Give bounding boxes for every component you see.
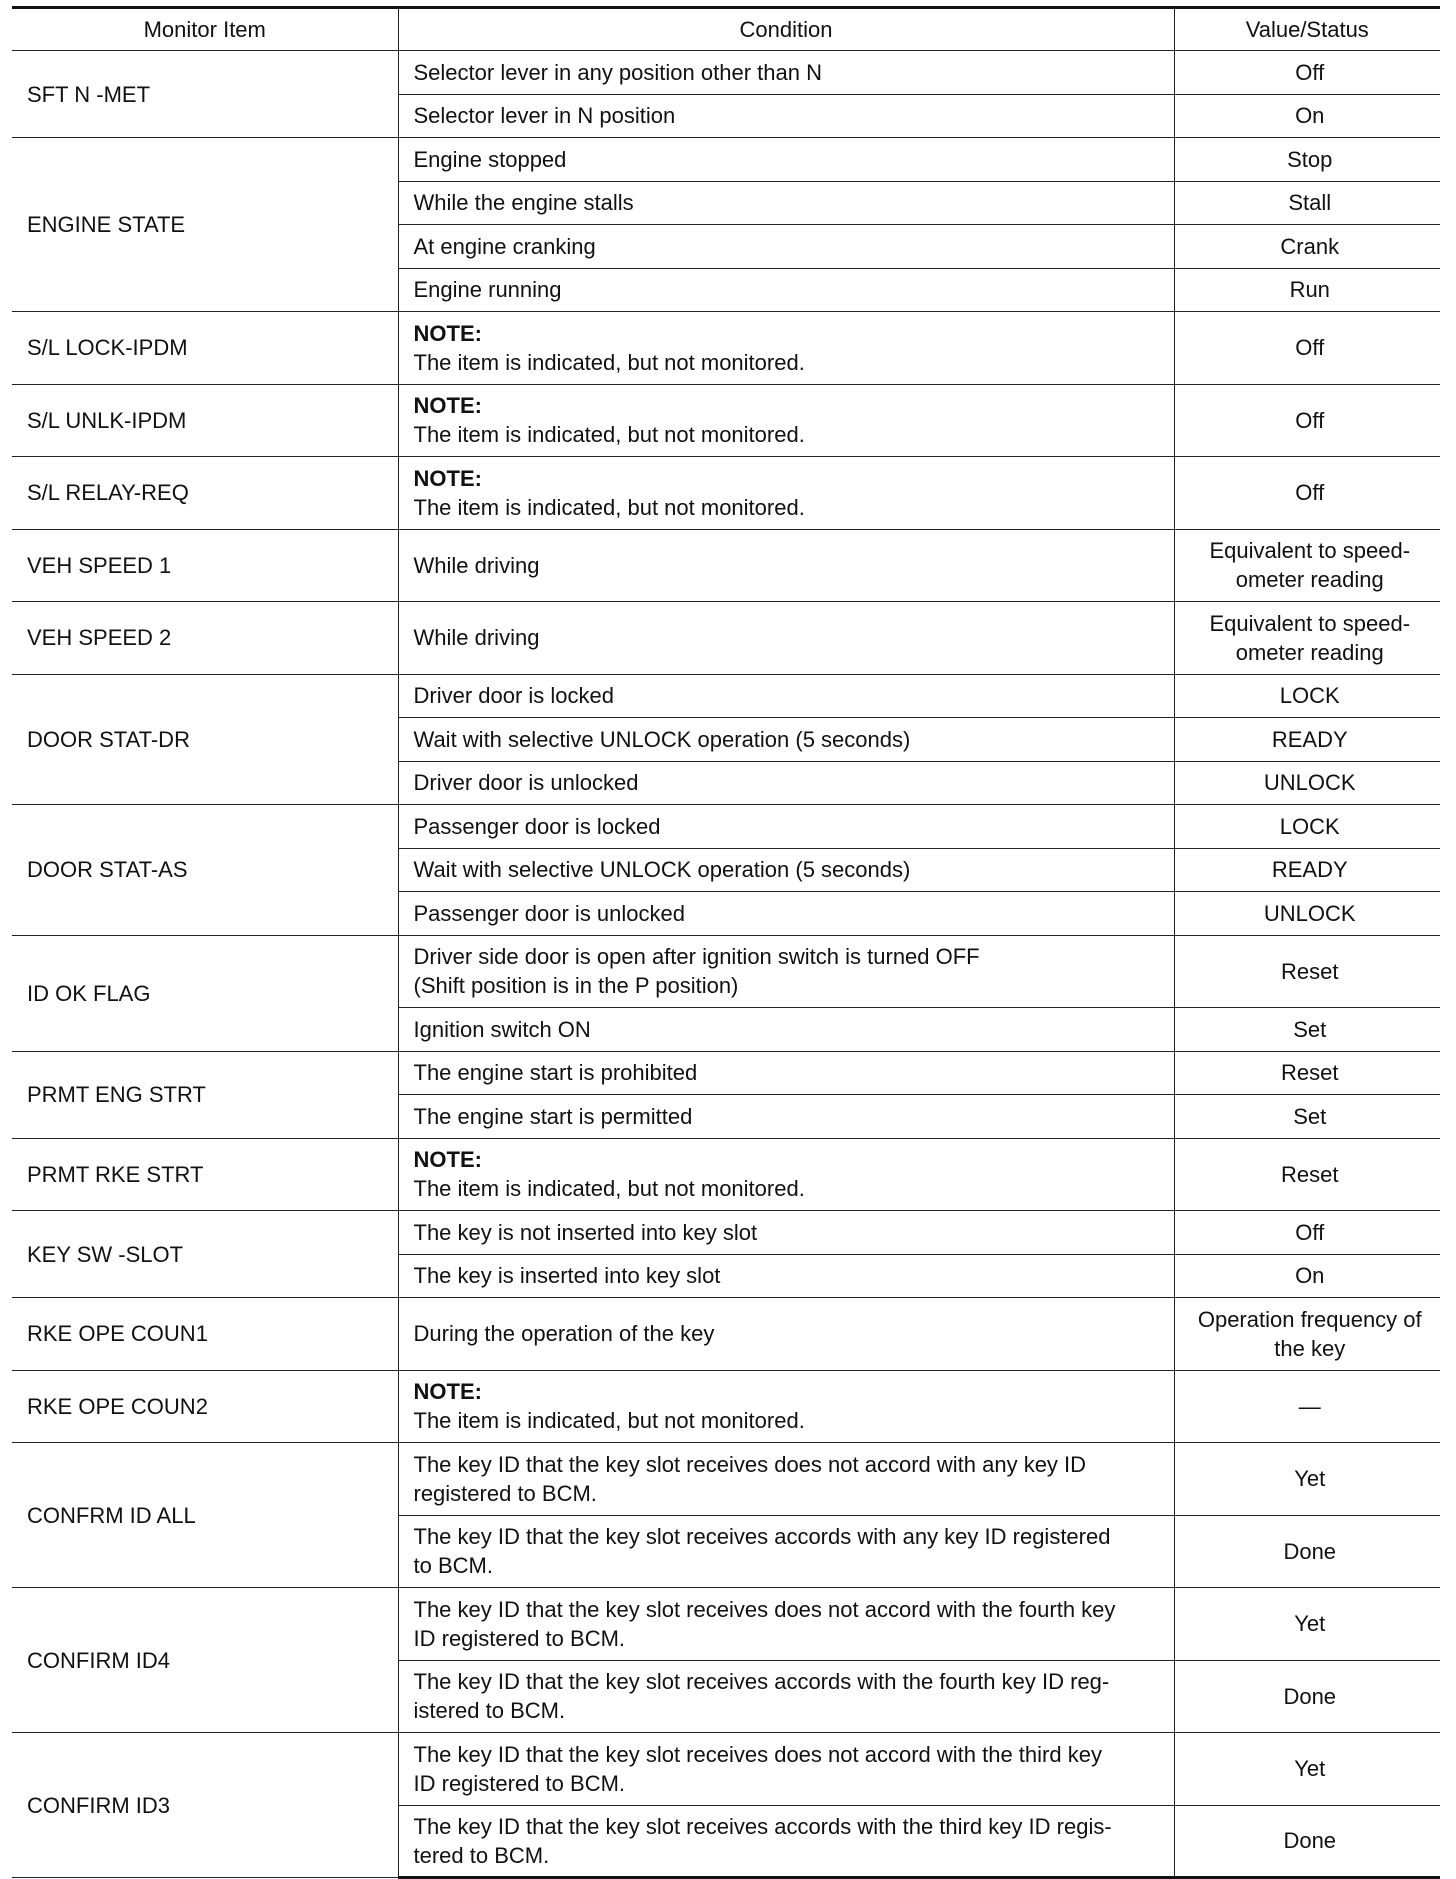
condition-cell: Passenger door is unlocked bbox=[398, 892, 1174, 936]
condition-cell: Engine running bbox=[398, 268, 1174, 312]
monitor-item-cell: DOOR STAT-DR bbox=[12, 674, 398, 805]
condition-cell: While driving bbox=[398, 602, 1174, 675]
condition-cell: Ignition switch ON bbox=[398, 1008, 1174, 1052]
table-row bbox=[12, 1733, 1440, 1806]
condition-cell bbox=[398, 457, 1174, 530]
table-header bbox=[12, 8, 1440, 51]
monitor-item-cell: DOOR STAT-AS bbox=[12, 805, 398, 936]
monitor-item-cell: VEH SPEED 1 bbox=[12, 529, 398, 602]
table-row bbox=[12, 1443, 1440, 1516]
note-label: NOTE: bbox=[413, 320, 482, 346]
note-label: NOTE: bbox=[413, 1379, 482, 1405]
condition-cell: The key is inserted into key slot bbox=[398, 1254, 1174, 1298]
table-row bbox=[12, 51, 1440, 95]
note-label: NOTE: bbox=[413, 1147, 482, 1173]
condition-cell: Selector lever in any position other than N bbox=[398, 51, 1174, 95]
value-status-cell: Off bbox=[1174, 51, 1440, 95]
condition-cell: Driver door is unlocked bbox=[398, 761, 1174, 805]
monitor-item-cell: VEH SPEED 2 bbox=[12, 602, 398, 675]
note-label: NOTE: bbox=[413, 393, 482, 419]
header-monitor-item: Monitor Item bbox=[12, 8, 398, 51]
value-status-cell: Off bbox=[1174, 312, 1440, 385]
condition-cell bbox=[398, 312, 1174, 385]
table-row bbox=[12, 805, 1440, 849]
value-status-cell: Reset bbox=[1174, 1138, 1440, 1211]
condition-cell: At engine cranking bbox=[398, 225, 1174, 269]
condition-cell: Passenger door is locked bbox=[398, 805, 1174, 849]
condition-cell: The key ID that the key slot receives does not accord with the third key ID registered to BCM. bbox=[398, 1733, 1174, 1806]
table-body bbox=[12, 51, 1440, 1878]
note-text: The item is indicated, but not monitored. bbox=[413, 1408, 805, 1434]
monitor-item-cell: S/L RELAY-REQ bbox=[12, 457, 398, 530]
table-row bbox=[12, 935, 1440, 1008]
condition-cell: While driving bbox=[398, 529, 1174, 602]
value-status-cell: Run bbox=[1174, 268, 1440, 312]
value-status-cell: On bbox=[1174, 1254, 1440, 1298]
value-status-cell: READY bbox=[1174, 718, 1440, 762]
condition-cell: The key ID that the key slot receives accords with the third key ID regis- tered to BCM. bbox=[398, 1805, 1174, 1878]
monitor-item-cell: KEY SW -SLOT bbox=[12, 1211, 398, 1298]
note-text: The item is indicated, but not monitored. bbox=[413, 349, 805, 375]
monitor-item-cell: PRMT RKE STRT bbox=[12, 1138, 398, 1211]
condition-cell: The engine start is prohibited bbox=[398, 1051, 1174, 1095]
condition-cell: The key ID that the key slot receives accords with any key ID registered to BCM. bbox=[398, 1515, 1174, 1588]
value-status-cell: Off bbox=[1174, 1211, 1440, 1255]
note-label: NOTE: bbox=[413, 465, 482, 491]
table-row bbox=[12, 1370, 1440, 1443]
monitor-item-cell: ID OK FLAG bbox=[12, 935, 398, 1051]
value-status-cell: Done bbox=[1174, 1805, 1440, 1878]
header-row bbox=[12, 8, 1440, 51]
condition-cell: The key is not inserted into key slot bbox=[398, 1211, 1174, 1255]
condition-cell: Wait with selective UNLOCK operation (5 seconds) bbox=[398, 848, 1174, 892]
table-row bbox=[12, 602, 1440, 675]
condition-cell: Engine stopped bbox=[398, 138, 1174, 182]
note-text: The item is indicated, but not monitored. bbox=[413, 422, 805, 448]
value-status-cell: Off bbox=[1174, 457, 1440, 530]
value-status-cell: Stop bbox=[1174, 138, 1440, 182]
table-row bbox=[12, 312, 1440, 385]
table-row bbox=[12, 1298, 1440, 1371]
table-row bbox=[12, 1211, 1440, 1255]
condition-cell: Driver door is locked bbox=[398, 674, 1174, 718]
value-status-cell: Done bbox=[1174, 1660, 1440, 1733]
monitor-item-table bbox=[12, 6, 1440, 1879]
table-row bbox=[12, 1138, 1440, 1211]
value-status-cell: Off bbox=[1174, 384, 1440, 457]
value-status-cell: Reset bbox=[1174, 1051, 1440, 1095]
condition-cell: Selector lever in N position bbox=[398, 94, 1174, 138]
value-status-cell: On bbox=[1174, 94, 1440, 138]
table-row bbox=[12, 529, 1440, 602]
note-text: The item is indicated, but not monitored. bbox=[413, 494, 805, 520]
value-status-cell: Set bbox=[1174, 1095, 1440, 1139]
monitor-item-cell: S/L UNLK-IPDM bbox=[12, 384, 398, 457]
monitor-item-cell: CONFIRM ID3 bbox=[12, 1733, 398, 1878]
table-row bbox=[12, 674, 1440, 718]
table-row bbox=[12, 1051, 1440, 1095]
value-status-cell: Done bbox=[1174, 1515, 1440, 1588]
condition-cell: While the engine stalls bbox=[398, 181, 1174, 225]
note-text: The item is indicated, but not monitored. bbox=[413, 1176, 805, 1202]
table-row bbox=[12, 457, 1440, 530]
value-status-cell: Yet bbox=[1174, 1733, 1440, 1806]
monitor-item-cell: PRMT ENG STRT bbox=[12, 1051, 398, 1138]
condition-cell: The key ID that the key slot receives does not accord with any key ID registered to BCM. bbox=[398, 1443, 1174, 1516]
condition-cell: The key ID that the key slot receives accords with the fourth key ID reg- istered to BCM. bbox=[398, 1660, 1174, 1733]
value-status-cell: LOCK bbox=[1174, 805, 1440, 849]
table-row bbox=[12, 138, 1440, 182]
header-value-status: Value/Status bbox=[1174, 8, 1440, 51]
value-status-cell: Equivalent to speed- ometer reading bbox=[1174, 529, 1440, 602]
condition-cell: The engine start is permitted bbox=[398, 1095, 1174, 1139]
table-row bbox=[12, 1588, 1440, 1661]
value-status-cell: Reset bbox=[1174, 935, 1440, 1008]
monitor-item-cell: SFT N -MET bbox=[12, 51, 398, 138]
value-status-cell: — bbox=[1174, 1370, 1440, 1443]
value-status-cell: Crank bbox=[1174, 225, 1440, 269]
condition-cell bbox=[398, 1370, 1174, 1443]
value-status-cell: UNLOCK bbox=[1174, 761, 1440, 805]
value-status-cell: Yet bbox=[1174, 1443, 1440, 1516]
condition-cell bbox=[398, 1138, 1174, 1211]
condition-cell bbox=[398, 384, 1174, 457]
value-status-cell: Yet bbox=[1174, 1588, 1440, 1661]
condition-cell: During the operation of the key bbox=[398, 1298, 1174, 1371]
value-status-cell: Operation frequency of the key bbox=[1174, 1298, 1440, 1371]
value-status-cell: Equivalent to speed- ometer reading bbox=[1174, 602, 1440, 675]
monitor-item-cell: RKE OPE COUN2 bbox=[12, 1370, 398, 1443]
monitor-item-cell: ENGINE STATE bbox=[12, 138, 398, 312]
condition-cell: Driver side door is open after ignition switch is turned OFF (Shift position is in the P position) bbox=[398, 935, 1174, 1008]
monitor-item-cell: RKE OPE COUN1 bbox=[12, 1298, 398, 1371]
value-status-cell: UNLOCK bbox=[1174, 892, 1440, 936]
header-condition: Condition bbox=[398, 8, 1174, 51]
value-status-cell: Stall bbox=[1174, 181, 1440, 225]
monitor-item-cell: CONFRM ID ALL bbox=[12, 1443, 398, 1588]
condition-cell: The key ID that the key slot receives does not accord with the fourth key ID registered to BCM. bbox=[398, 1588, 1174, 1661]
value-status-cell: READY bbox=[1174, 848, 1440, 892]
monitor-item-cell: S/L LOCK-IPDM bbox=[12, 312, 398, 385]
condition-cell: Wait with selective UNLOCK operation (5 seconds) bbox=[398, 718, 1174, 762]
value-status-cell: LOCK bbox=[1174, 674, 1440, 718]
value-status-cell: Set bbox=[1174, 1008, 1440, 1052]
table-row bbox=[12, 384, 1440, 457]
monitor-item-cell: CONFIRM ID4 bbox=[12, 1588, 398, 1733]
